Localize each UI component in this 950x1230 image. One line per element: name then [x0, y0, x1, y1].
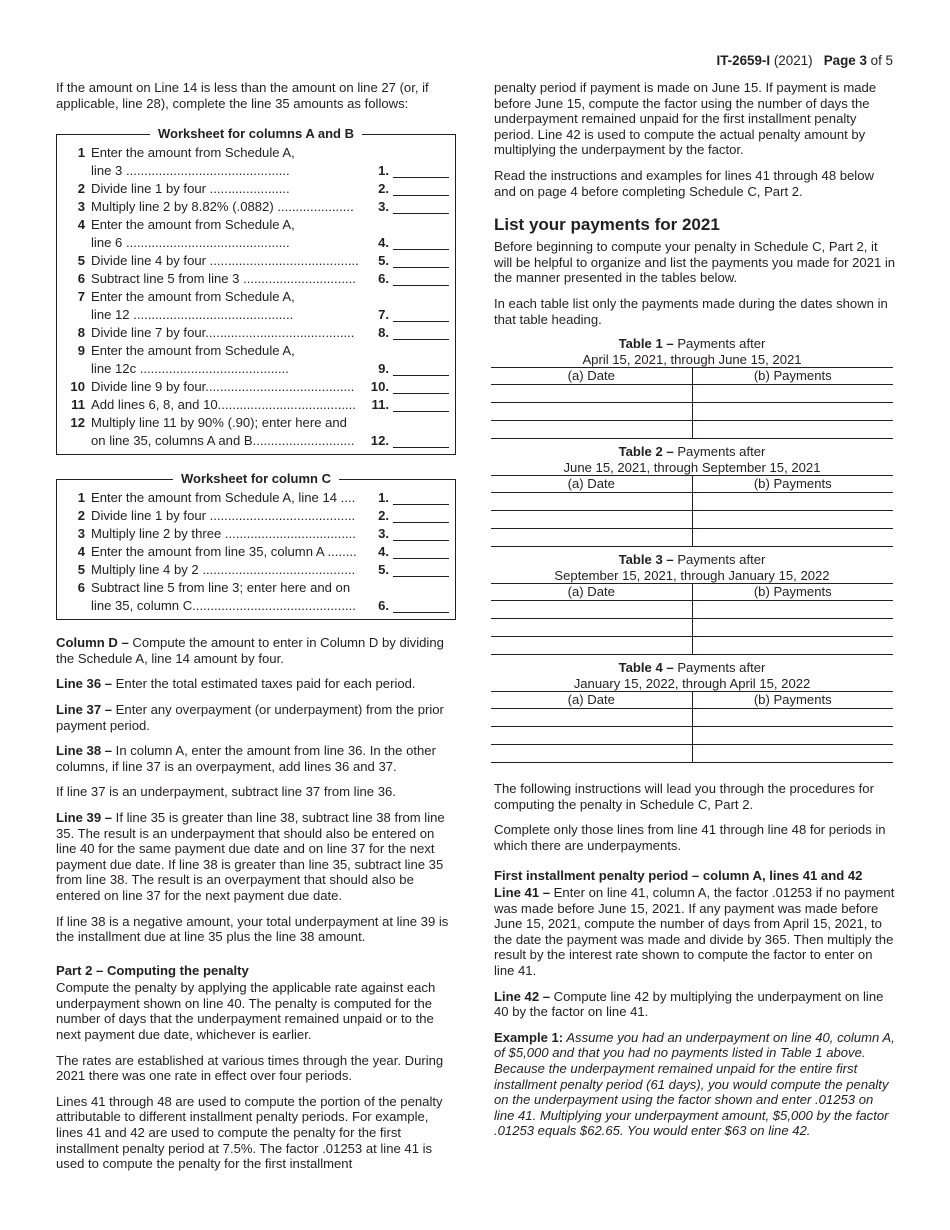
worksheet-line [57, 196, 449, 214]
entry-blank[interactable] [393, 374, 449, 376]
list-payments-heading: List your payments for 2021 [494, 215, 720, 235]
entry-blank[interactable] [393, 539, 449, 541]
worksheet-line [57, 286, 449, 304]
line-number: 1 [77, 144, 85, 160]
entry-blank[interactable] [393, 284, 449, 286]
line-number: 4 [77, 216, 85, 232]
payments-table-2 [491, 439, 893, 547]
table-row [491, 403, 893, 421]
table-row [491, 619, 893, 637]
table-caption: Table 3 – Payments after September 15, 2021, through January 15, 2022 [554, 552, 830, 583]
read-paragraph: Read the instructions and examples for lines 41 through 48 below and on page 4 before completing Schedule C, Part 2. [494, 167, 874, 199]
form-id: IT-2659-I [716, 53, 771, 68]
line-ref: 10. [370, 378, 389, 394]
payments-table-1 [491, 331, 893, 439]
entry-blank[interactable] [393, 575, 449, 577]
instruction-paragraph: Line 38 – In column A, enter the amount from line 36. In the other columns, if line 37 is an overpayment, add lines 36 and 37. [56, 743, 436, 774]
payment-cell[interactable] [692, 493, 893, 511]
worksheet-line [57, 322, 449, 340]
payment-cell[interactable] [692, 385, 893, 403]
date-column-header: (a) Date [491, 476, 692, 493]
entry-blank[interactable] [393, 320, 449, 322]
line-text: Enter the amount from Schedule A, [91, 144, 295, 160]
table-row [491, 727, 893, 745]
line-number: 9 [77, 342, 85, 358]
entry-blank[interactable] [393, 557, 449, 559]
line-number: 1 [77, 489, 85, 505]
line-ref: 3. [378, 525, 389, 541]
worksheet-line [57, 412, 449, 430]
line-text: Divide line 1 by four ........................................ [91, 507, 356, 523]
line-ref: 3. [378, 198, 389, 214]
entry-blank[interactable] [393, 194, 449, 196]
follow-paragraph-1: The following instructions will lead you through the procedures for computing the penalty in Schedule C, Part 2. [494, 781, 874, 812]
date-cell[interactable] [491, 385, 692, 403]
line-ref: 7. [378, 306, 389, 322]
line-ref: 9. [378, 360, 389, 376]
line-text: Subtract line 5 from line 3; enter here and on [91, 579, 351, 595]
form-year: (2021) [773, 53, 813, 68]
line-ref: 5. [378, 252, 389, 268]
worksheet-columns-a-b [56, 126, 456, 455]
date-cell[interactable] [491, 493, 692, 511]
line-ref: 5. [378, 561, 389, 577]
entry-blank[interactable] [393, 611, 449, 613]
instruction-paragraph: Column D – Compute the amount to enter in Column D by dividing the Schedule A, line 14 amount by four. [56, 635, 444, 666]
part2-heading: Part 2 – Computing the penalty [56, 962, 249, 978]
worksheet-line [57, 178, 449, 196]
line-text: line 6 ............................................. [91, 234, 290, 250]
line-ref: 2. [378, 507, 389, 523]
line-text: Divide line 7 by four......................................... [91, 324, 355, 340]
table-row [491, 421, 893, 439]
entry-blank[interactable] [393, 392, 449, 394]
line-number: 3 [77, 198, 85, 214]
date-cell[interactable] [491, 601, 692, 619]
entry-blank[interactable] [393, 248, 449, 250]
entry-blank[interactable] [393, 338, 449, 340]
date-cell[interactable] [491, 619, 692, 637]
payments-column-header: (b) Payments [692, 368, 893, 385]
payments-column-header: (b) Payments [692, 476, 893, 493]
payment-cell[interactable] [692, 529, 893, 547]
line-text: on line 35, columns A and B............................ [91, 432, 355, 448]
table-row [491, 385, 893, 403]
intro-paragraph: If the amount on Line 14 is less than the amount on line 27 (or, if applicable, line 28), complete the line 35 amounts as follows: [56, 80, 429, 111]
line-ref: 4. [378, 543, 389, 559]
line-number: 2 [77, 507, 85, 523]
date-column-header: (a) Date [491, 584, 692, 601]
payment-cell[interactable] [692, 637, 893, 655]
payment-cell[interactable] [692, 619, 893, 637]
payment-cell[interactable] [692, 421, 893, 439]
payment-cell[interactable] [692, 601, 893, 619]
payment-cell[interactable] [692, 727, 893, 745]
line-ref: 4. [378, 234, 389, 250]
line-text: Enter the amount from Schedule A, [91, 342, 295, 358]
line-text: Multiply line 2 by 8.82% (.0882) ..................... [91, 198, 354, 214]
line-number: 2 [77, 180, 85, 196]
table-caption: Table 2 – Payments after June 15, 2021, through September 15, 2021 [563, 444, 821, 475]
worksheet-line [57, 523, 449, 541]
payments-column-header: (b) Payments [692, 692, 893, 709]
table-row [491, 745, 893, 763]
date-cell[interactable] [491, 421, 692, 439]
entry-blank[interactable] [393, 503, 449, 505]
line-text: Subtract line 5 from line 3 ............................... [91, 270, 356, 286]
worksheet-line [57, 595, 449, 613]
line-text: Multiply line 4 by 2 .......................................... [91, 561, 356, 577]
date-cell[interactable] [491, 637, 692, 655]
worksheet-line [57, 541, 449, 559]
worksheet-line [57, 232, 449, 250]
table-caption: Table 1 – Payments after April 15, 2021, through June 15, 2021 [582, 336, 802, 367]
line-number: 6 [77, 270, 85, 286]
entry-blank[interactable] [393, 521, 449, 523]
worksheet-line [57, 505, 449, 523]
payment-cell[interactable] [692, 709, 893, 727]
worksheet-line [57, 559, 449, 577]
line-text: Divide line 4 by four ......................................... [91, 252, 359, 268]
line-text: Multiply line 11 by 90% (.90); enter here and [91, 414, 347, 430]
line-text: Enter the amount from Schedule A, line 14 .... [91, 489, 356, 505]
line-ref: 12. [370, 432, 389, 448]
line-number: 7 [77, 288, 85, 304]
date-column-header: (a) Date [491, 368, 692, 385]
line-text: line 12 ............................................ [91, 306, 294, 322]
line-ref: 2. [378, 180, 389, 196]
date-cell[interactable] [491, 511, 692, 529]
right-column [494, 80, 896, 1149]
payment-cell[interactable] [692, 511, 893, 529]
follow-paragraph-2: Complete only those lines from line 41 through line 48 for periods in which there are underpayments. [494, 822, 886, 853]
date-cell[interactable] [491, 709, 692, 727]
worksheet-line [57, 577, 449, 595]
entry-blank[interactable] [393, 176, 449, 178]
line-ref: 6. [378, 270, 389, 286]
worksheet-line [57, 340, 449, 358]
line-ref: 1. [378, 489, 389, 505]
part2-paragraph: The rates are established at various times through the year. During 2021 there was one rate in effect over four periods. [56, 1052, 444, 1084]
list-paragraph-1: Before beginning to compute your penalty in Schedule C, Part 2, it will be helpful to organize and list the payments you made for 2021 in the manner presented in the tables below. [494, 239, 896, 286]
worksheet-line [57, 487, 449, 505]
date-column-header: (a) Date [491, 692, 692, 709]
line-ref: 6. [378, 597, 389, 613]
page-of: of 5 [870, 53, 893, 68]
line-text: line 12c ......................................... [91, 360, 289, 376]
worksheet-line [57, 430, 449, 448]
line-ref: 1. [378, 162, 389, 178]
worksheet-column-c [56, 471, 456, 620]
worksheet-line [57, 214, 449, 232]
line-text: Enter the amount from line 35, column A ........ [91, 543, 357, 559]
worksheet-line [57, 304, 449, 322]
worksheet-line [57, 394, 449, 412]
line-number: 8 [77, 324, 85, 340]
example-paragraph: Example 1: Assume you had an underpayment on line 40, column A, of $5,000 and that you had no payments listed in Table 1 above. Because the underpayment remained unpaid for the entire first installment penalty period (61 days), you would compute the penalty on the underpayment using the factor shown and enter .01253 on line 41. Multiplying your underpayment amount, $5,000 by the factor .01253 equals $62.65. You would enter $63 on line 42. [494, 1029, 895, 1139]
line-number: 5 [77, 561, 85, 577]
date-cell[interactable] [491, 403, 692, 421]
left-column [56, 80, 456, 1182]
worksheet-title: Worksheet for column C [57, 471, 455, 487]
line-number: 3 [77, 525, 85, 541]
line-text: Divide line 9 by four......................................... [91, 378, 355, 394]
page-header [717, 53, 893, 69]
table-row [491, 637, 893, 655]
date-cell[interactable] [491, 529, 692, 547]
line-number: 11 [71, 396, 85, 412]
table-row [491, 493, 893, 511]
table-caption: Table 4 – Payments after January 15, 2022, through April 15, 2022 [573, 660, 811, 691]
entry-blank[interactable] [393, 266, 449, 268]
table-row [491, 709, 893, 727]
instruction-paragraph: Line 39 – If line 35 is greater than line 38, subtract line 38 from line 35. The result is an underpayment that should also be entered on line 40 for the same payment due date and on line 37 for the next payment due date. If line 38 is greater than line 35, subtract line 35 from line 38. The result is an overpayment that should also be entered on line 37 for the next payment due date. [56, 809, 445, 903]
worksheet-line [57, 160, 449, 178]
entry-blank[interactable] [393, 446, 449, 448]
line-text: Enter the amount from Schedule A, [91, 288, 295, 304]
list-paragraph-2: In each table list only the payments made during the dates shown in that table heading. [494, 295, 888, 327]
payments-table-4 [491, 655, 893, 763]
worksheet-line [57, 268, 449, 286]
line-text: Divide line 1 by four ...................... [91, 180, 290, 196]
entry-blank[interactable] [393, 410, 449, 412]
entry-blank[interactable] [393, 212, 449, 214]
worksheet-line [57, 250, 449, 268]
line-number: 6 [77, 579, 85, 595]
line-number: 5 [77, 252, 85, 268]
instruction-paragraph: Line 37 – Enter any overpayment (or underpayment) from the prior payment period. [56, 701, 444, 733]
part2-paragraph: Compute the penalty by applying the applicable rate against each underpayment shown on line 40. The penalty is computed for the number of days that the underpayment remained unpaid or to the next payment due date, whichever is earlier. [56, 980, 436, 1043]
payments-column-header: (b) Payments [692, 584, 893, 601]
worksheet-line [57, 142, 449, 160]
line-text: Multiply line 2 by three .................................... [91, 525, 356, 541]
date-cell[interactable] [491, 727, 692, 745]
payments-table-3 [491, 547, 893, 655]
instruction-paragraph: If line 38 is a negative amount, your total underpayment at line 39 is the installment due at line 35 plus the line 38 amount. [56, 913, 449, 945]
line42-paragraph: Line 42 – Compute line 42 by multiplying the underpayment on line 40 by the factor on line 41. [494, 988, 884, 1020]
worksheet-line [57, 358, 449, 376]
line-text: line 35, column C............................................. [91, 597, 356, 613]
line41-paragraph: Line 41 – Enter on line 41, column A, the factor .01253 if no payment was made before June 15, 2021. If any payment was made before June 15, 2021, compute the number of days from April 15, 2021, to the date the payment was made and divide by 365. Then multiply the result by the interest rate shown to compute the factor to enter on line 41. [494, 885, 895, 979]
table-row [491, 529, 893, 547]
instruction-paragraph: Line 36 – Enter the total estimated taxes paid for each period. [56, 676, 416, 692]
table-row [491, 601, 893, 619]
line-text: line 3 ............................................. [91, 162, 290, 178]
line-ref: 11. [371, 396, 389, 412]
payment-cell[interactable] [692, 403, 893, 421]
page-label: Page 3 [823, 53, 867, 68]
line-number: 12 [70, 414, 85, 430]
line-number: 10 [70, 378, 85, 394]
worksheet-title: Worksheet for columns A and B [57, 126, 455, 142]
date-cell[interactable] [491, 745, 692, 763]
payment-cell[interactable] [692, 745, 893, 763]
continued-paragraph: penalty period if payment is made on June 15. If payment is made before June 15, compute the factor using the number of days the underpayment remained unpaid for the first installment penalty period. Line 42 is used to compute the actual penalty amount by multiplying the underpayment by the factor. [494, 80, 877, 158]
first-installment-heading: First installment penalty period – column A, lines 41 and 42 [494, 867, 863, 883]
part2-paragraph: Lines 41 through 48 are used to compute the portion of the penalty attributable to different installment penalty periods. For example, lines 41 and 42 are used to compute the penalty for the first installment penalty period at 7.5%. The factor .01253 at line 41 is used to compute the penalty for the first installment [56, 1093, 443, 1172]
line-ref: 8. [378, 324, 389, 340]
line-number: 4 [77, 543, 85, 559]
line-text: Enter the amount from Schedule A, [91, 216, 295, 232]
line-text: Add lines 6, 8, and 10...................................... [91, 396, 356, 412]
table-row [491, 511, 893, 529]
instruction-paragraph: If line 37 is an underpayment, subtract line 37 from line 36. [56, 784, 396, 800]
worksheet-line [57, 376, 449, 394]
